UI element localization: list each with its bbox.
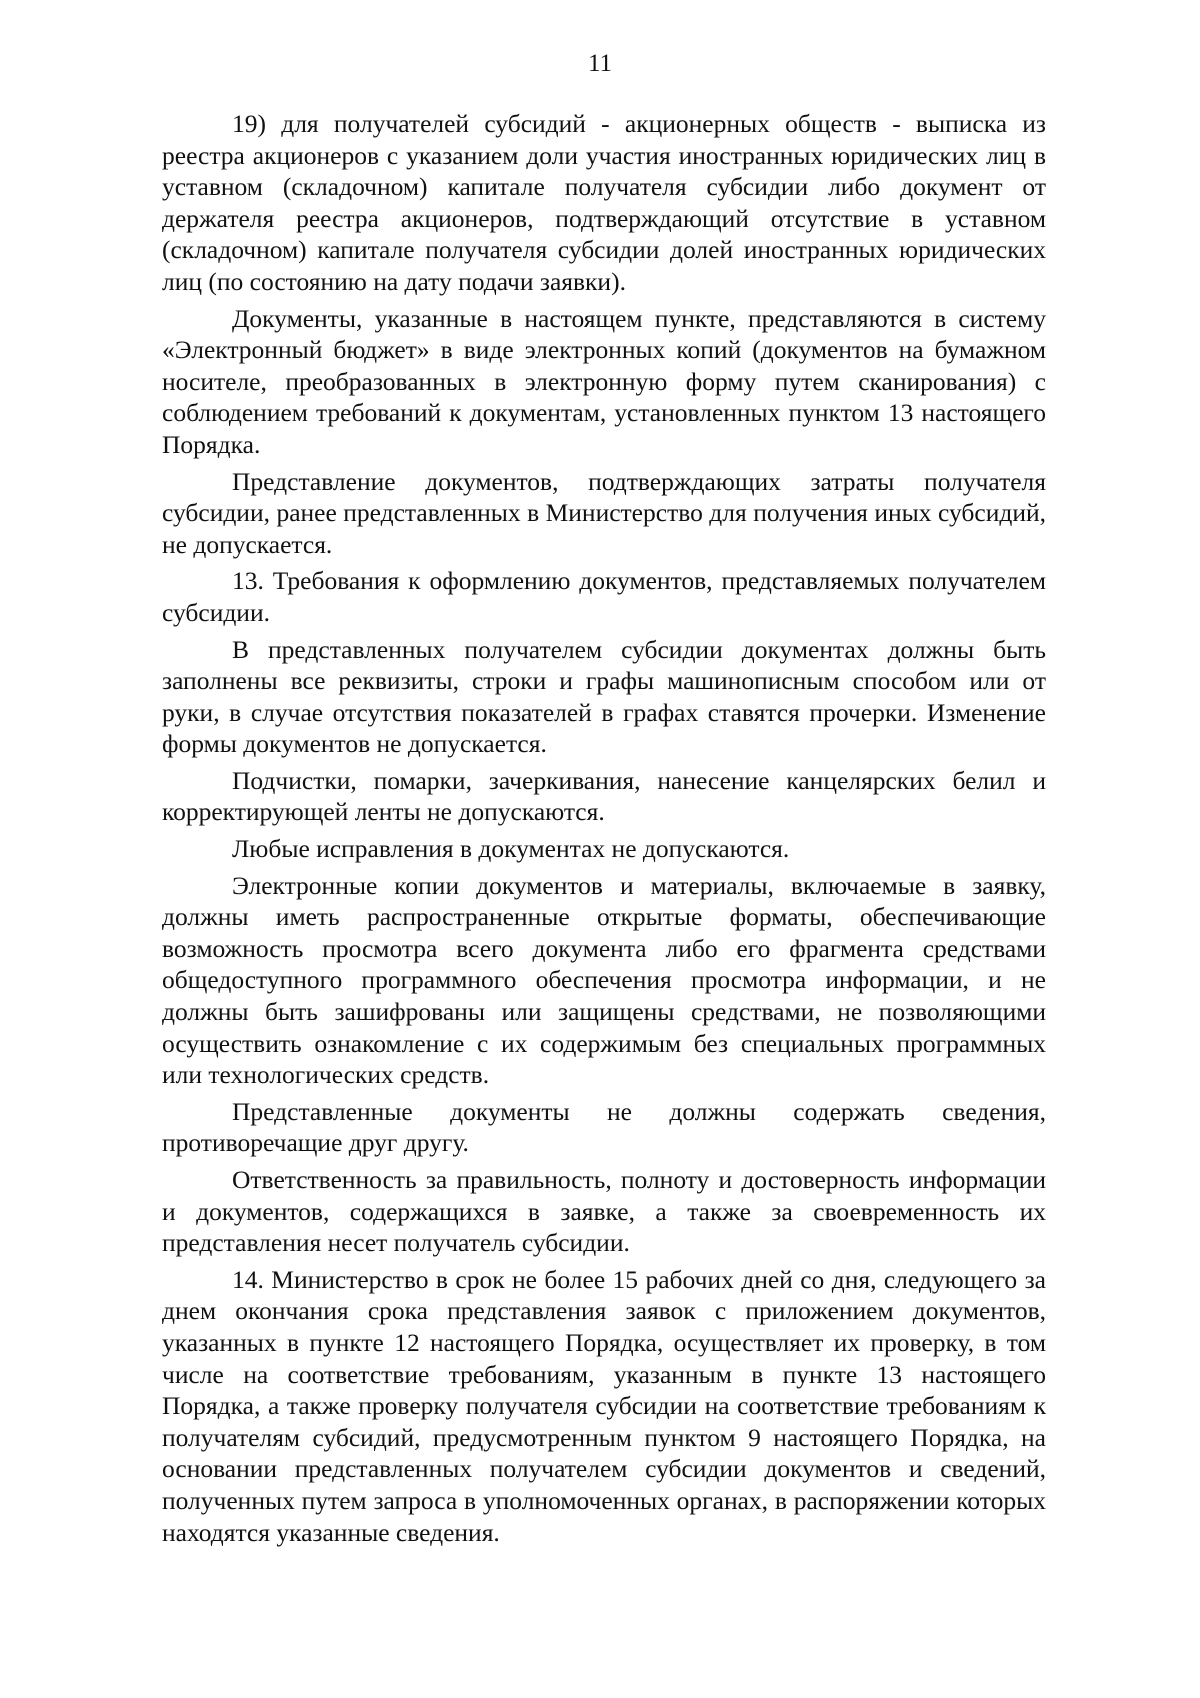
paragraph-responsibility: Ответственность за правильность, полноту и достоверность информации и документов, содержащихся в заявке, а также за своевременность их представления несет получатель субсидии.	[162, 1165, 1046, 1258]
paragraph-electronic-copies: Электронные копии документов и материалы, включаемые в заявку, должны иметь распространенные открытые форматы, обеспечивающие возможность просмотра всего документа либо его фрагмента средствами общедоступного программного обеспечения просмотра информации, и не должны быть зашифрованы или защищены средствами, не позволяющими осуществить ознакомление с их содержимым без специальных программных или технологических средств.	[162, 870, 1046, 1090]
paragraph-no-duplicate-documents: Представление документов, подтверждающих затраты получателя субсидии, ранее представленных в Министерство для получения иных субсидий, не допускается.	[162, 466, 1046, 559]
paragraph-no-contradictions: Представленные документы не должны содержать сведения, противоречащие друг другу.	[162, 1096, 1046, 1158]
document-body	[162, 108, 1046, 1553]
paragraph-no-corrections-tools: Подчистки, помарки, зачеркивания, нанесение канцелярских белил и корректирующей ленты не допускаются.	[162, 765, 1046, 827]
page-number: 11	[587, 50, 613, 77]
paragraph-documents-submission: Документы, указанные в настоящем пункте, представляются в систему «Электронный бюджет» в виде электронных копий (документов на бумажном носителе, преобразованных в электронную форму путем сканирования) с соблюдением требований к документам, установленных пунктом 13 настоящего Порядка.	[162, 303, 1046, 459]
paragraph-no-corrections: Любые исправления в документах не допускаются.	[232, 834, 790, 864]
paragraph-section-14: 14. Министерство в срок не более 15 рабочих дней со дня, следующего за днем окончания срока представления заявок с приложением документов, указанных в пункте 12 настоящего Порядка, осуществляет их проверку, в том числе на соответствие требованиям, указанным в пункте 13 настоящего Порядка, а также проверку получателя субсидии на соответствие требованиям к получателям субсидий, предусмотренным пунктом 9 настоящего Порядка, на основании представленных получателем субсидии документов и сведений, полученных путем запроса в уполномоченных органах, в распоряжении которых находятся указанные сведения.	[162, 1264, 1046, 1547]
paragraph-item-19: 19) для получателей субсидий - акционерных обществ - выписка из реестра акционеров с указанием доли участия иностранных юридических лиц в уставном (складочном) капитале получателя субсидии либо документ от держателя реестра акционеров, подтверждающий отсутствие в уставном (складочном) капитале получателя субсидии долей иностранных юридических лиц (по состоянию на дату подачи заявки).	[162, 109, 1046, 296]
paragraph-section-13-heading: 13. Требования к оформлению документов, представляемых получателем субсидии.	[162, 566, 1046, 627]
paragraph-filling-requirements: В представленных получателем субсидии документах должны быть заполнены все реквизиты, строки и графы машинописным способом или от руки, в случае отсутствия показателей в графах ставятся прочерки. Изменение формы документов не допускается.	[162, 634, 1046, 759]
